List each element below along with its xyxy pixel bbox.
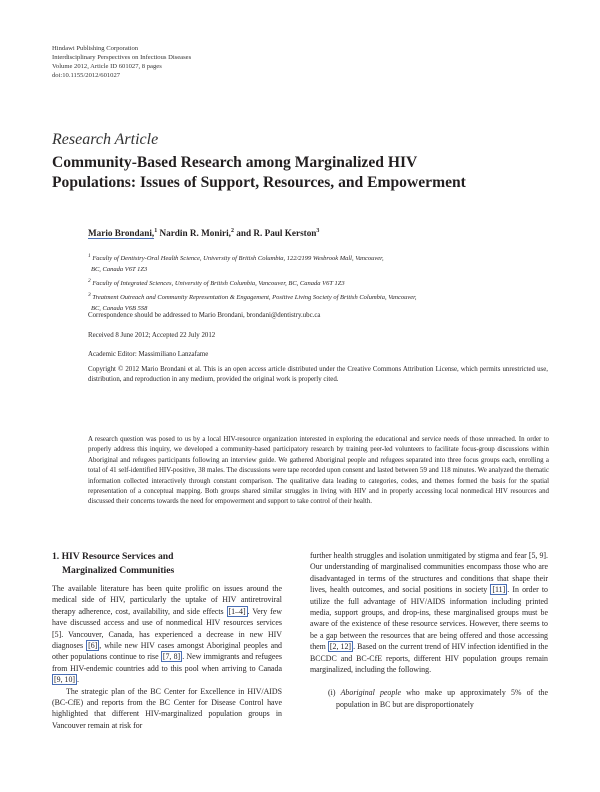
paragraph-1 (52, 583, 282, 686)
p1-text-2: . Very few have discussed access and use of nonmedical HIV resources services [5]. Vancouver, Canada, has experienced a decrease in new HIV diagnoses (52, 606, 282, 651)
author-2: Nardin R. Moniri, (157, 228, 231, 239)
p1-text-1: The available literature has been quite prolific on issues around the medical side of HIV, particularly the uptake of HIV antiretroviral therapy adherence, cost, availability, and side effects (52, 584, 282, 616)
list-item-emphasis: Aboriginal people (340, 688, 401, 698)
affil-3-line1: Treatment Outreach and Community Representation & Engagement, Positive Living Society of British Columbia, Vancouver, (90, 293, 417, 301)
list-item-number: (i) (328, 688, 341, 698)
journal-name: Interdisciplinary Perspectives on Infectious Diseases (52, 54, 192, 61)
p3-text-3: . Based on the current trend of HIV infection identified in the BCCDC and BC-CfE reports, different HIV population groups remain marginalized, including the following. (310, 642, 548, 675)
citation-link[interactable]: [1–4] (228, 606, 246, 616)
author-2-affil: 2 (230, 228, 234, 234)
citation-link[interactable]: [7, 8] (162, 652, 181, 662)
paragraph-3 (310, 550, 548, 675)
affil-2-sup: 2 (88, 277, 91, 284)
copyright-notice: Copyright © 2012 Mario Brondani et al. This is an open access article distributed under the Creative Commons Attribution License, which permits unrestricted use, distribution, and reproduction in any medium, provided the original work is properly cited. (88, 366, 548, 383)
article-type: Research Article (52, 131, 159, 148)
title-line-1: Community-Based Research among Marginalized HIV (52, 154, 418, 171)
right-column-body (310, 550, 548, 710)
p1-text-5: . (77, 675, 80, 685)
received-date: Received 8 June 2012; Accepted 22 July 2012 (88, 332, 216, 339)
citation-link[interactable]: [2, 12] (329, 642, 352, 652)
citation-link[interactable]: [9, 10] (54, 675, 76, 685)
list-item (310, 687, 548, 710)
affiliation-3 (88, 290, 528, 304)
author-3-affil: 3 (316, 228, 320, 234)
volume-info: Volume 2012, Article ID 601027, 8 pages (52, 63, 162, 70)
affil-1-line2: BC, Canada V6T 1Z3 (91, 265, 148, 273)
affiliations (88, 251, 528, 314)
publisher-name: Hindawi Publishing Corporation (52, 45, 139, 52)
list-item-text: who make up approximately 5% of the population in BC but are disproportionately (336, 688, 548, 709)
affiliation-1 (88, 251, 528, 265)
author-list (88, 228, 319, 238)
doi: doi:10.1155/2012/601027 (52, 72, 121, 79)
left-column-body (52, 583, 282, 731)
affil-3-line2: BC, Canada V6B 5S8 (91, 304, 148, 312)
affil-3-sup: 3 (88, 291, 91, 298)
journal-header (52, 44, 191, 80)
affiliation-2 (88, 276, 528, 290)
correspondence: Correspondence should be addressed to Mario Brondani, brondani@dentistry.ubc.ca (88, 312, 321, 319)
p3-text-2: . In order to utilize the full advantage of HIV/AIDS information including printed media, support groups, and drop-ins, these marginalised groups must be aware of the existence of these resource services. However, there seems to be a gap between the resources that are being offered and those accessing them (310, 585, 549, 652)
affil-1-sup: 1 (88, 253, 91, 259)
academic-editor: Academic Editor: Massimiliano Lanzafame (88, 351, 209, 358)
citation-link[interactable]: [11] (492, 585, 506, 595)
author-1[interactable]: Mario Brondani, (88, 228, 155, 239)
author-1-affil: 1 (154, 228, 158, 234)
p1-text-4: . New immigrants and refugees from HIV-endemic countries add to this pool when arriving to Canada (52, 652, 282, 673)
article-title (52, 153, 552, 193)
paragraph-2: The strategic plan of the BC Center for Excellence in HIV/AIDS (BC-CfE) and reports from the BC Center for Disease Control have highlighted that different HIV-marginalized population groups in Vancouver remain at risk for (52, 686, 282, 730)
section-1-heading-line2: Marginalized Communities (62, 565, 175, 576)
p1-text-3: , while new HIV cases amongst Aboriginal peoples and other populations continue to rise (52, 641, 283, 662)
title-line-2: Populations: Issues of Support, Resources, and Empowerment (52, 174, 466, 191)
abstract: A research question was posed to us by a local HIV-resource organization interested in exploring the educational and service needs of those unreached. In order to properly address this inquiry, we developed a community-based participatory research by training peer-led volunteers to facilitate focus-group discussions within Aboriginal and refugees participants following an interview guide. We gathered Aboriginal people and refugees separated into three focus groups each, enrolling a total of 41 self-identified HIV-positive, 38 males. The discussions were tape recorded upon consent and lasted between 59 and 118 minutes. We analyzed the thematic information collected interactively through constant comparison. The qualitative data leading to categories, codes, and themes formed the basis for the spatial representation of a conceptual mapping. Both groups shared similar struggles in living with HIV and in properly accessing local nonmedical HIV resources and discussed their concerns towards the need for empowerment and support to take control of their health. (88, 436, 549, 506)
author-3: and R. Paul Kerston (233, 228, 317, 239)
citation-link[interactable]: [6] (88, 641, 98, 651)
p3-text-1: further health struggles and isolation unmitigated by stigma and fear [5, 9]. Our understanding of marginalised communities encompass those who are disadvantaged in terms of the structures and conditions that shape their lives, health outcomes, and social positions in society (310, 551, 548, 595)
section-1-heading (52, 550, 282, 578)
affil-2-line1: Faculty of Integrated Sciences, University of British Columbia, Vancouver, BC, Canada V6T 1Z3 (90, 279, 345, 287)
affil-1-line1: Faculty of Dentistry-Oral Health Science, University of British Columbia, 122/2199 Wesbrook Mall, Vancouver, (90, 255, 384, 263)
section-1-heading-line1: 1. HIV Resource Services and (52, 551, 174, 562)
